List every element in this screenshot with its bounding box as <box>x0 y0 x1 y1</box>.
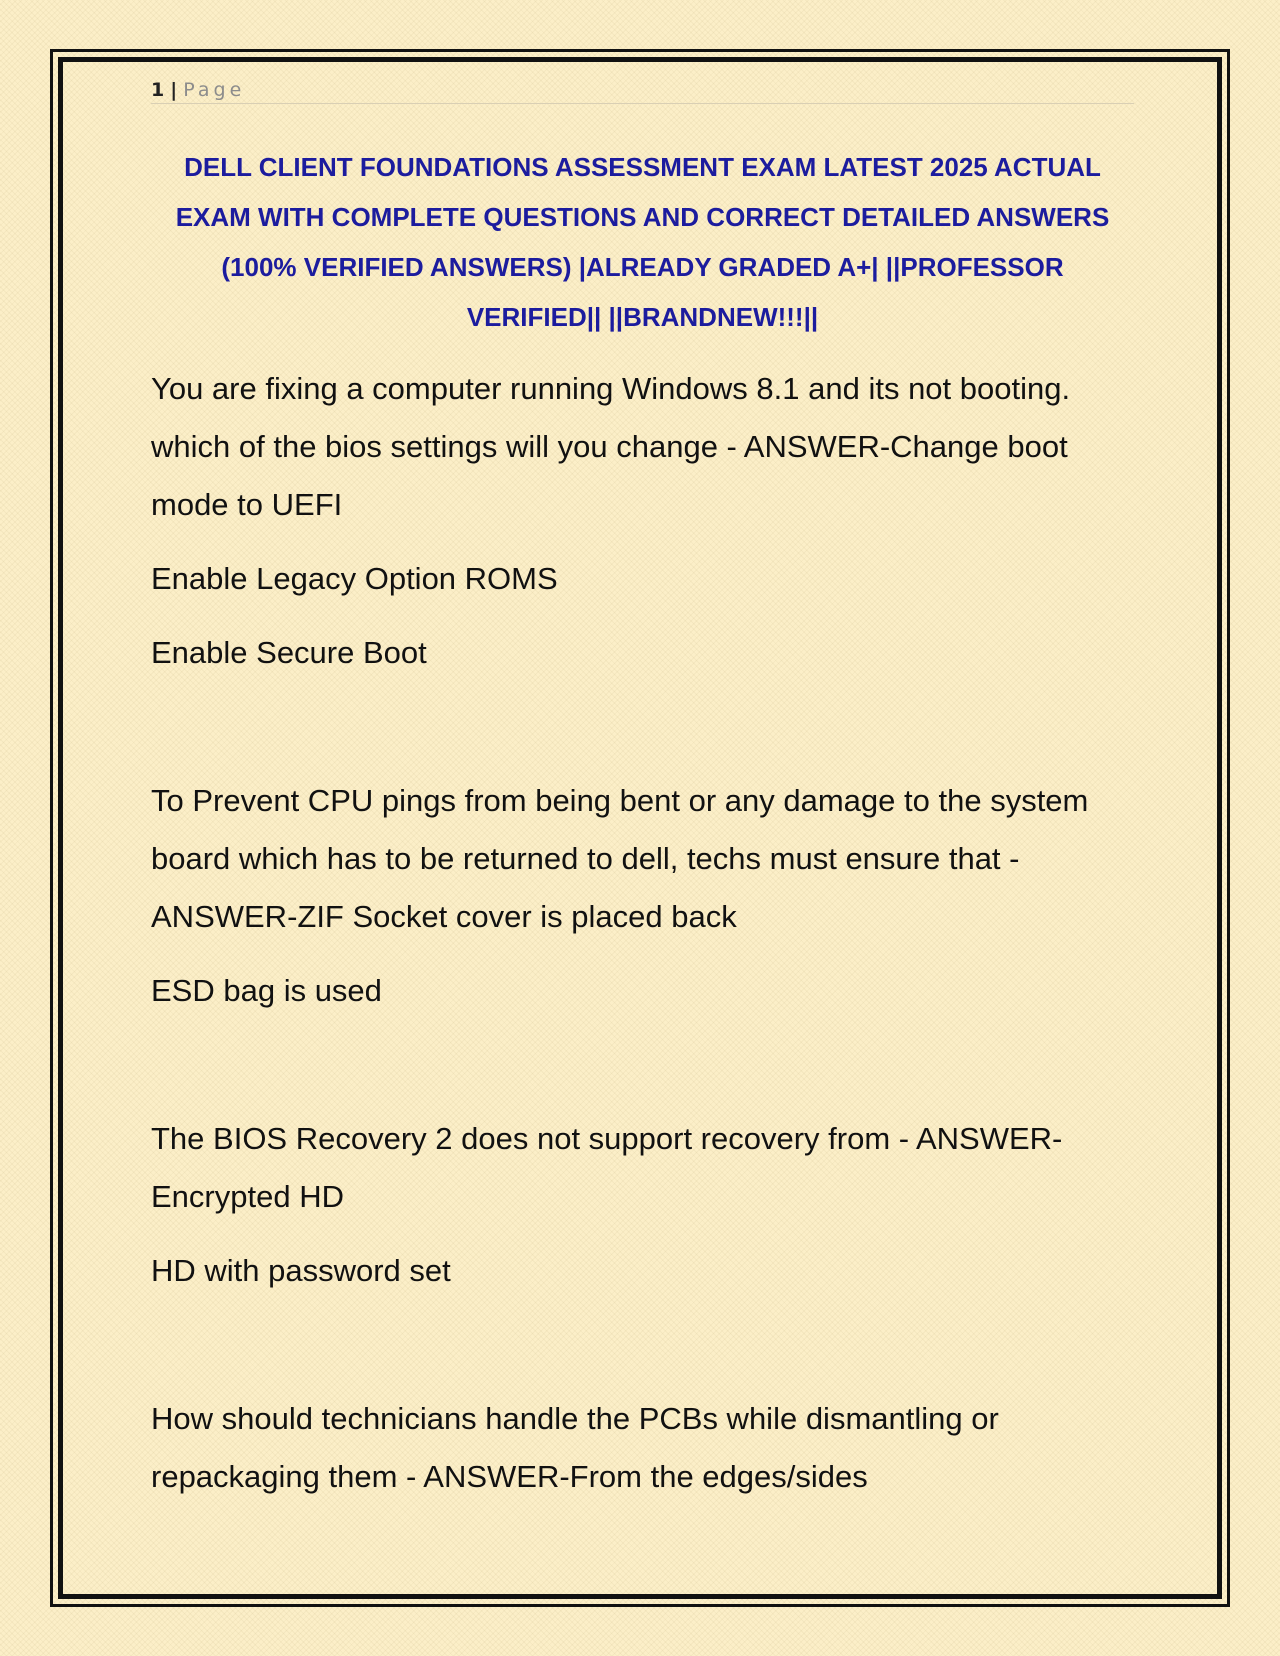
page-label: Page <box>183 79 246 101</box>
question-1-option-1: Enable Legacy Option ROMS <box>151 561 558 596</box>
question-3-option-1: HD with password set <box>151 1253 451 1288</box>
document-title: DELL CLIENT FOUNDATIONS ASSESSMENT EXAM LATEST 2025 ACTUAL EXAM WITH COMPLETE QUESTIONS AND CORRECT DETAILED ANSWERS (100% VERIFIED ANSWERS) |ALREADY GRADED A+| ||PROFESSOR VERIFIED|| ||BRANDNEW!!!|| <box>175 152 1110 332</box>
question-2: To Prevent CPU pings from being bent or any damage to the system board which has to be returned to dell, techs must ensure that - ANSWER-ZIF Socket cover is placed back <box>151 783 1089 934</box>
page-header <box>151 76 1134 104</box>
page-separator: | <box>170 79 178 101</box>
question-4: How should technicians handle the PCBs while dismantling or repackaging them - ANSWER-From the edges/sides <box>151 1401 999 1494</box>
question-3: The BIOS Recovery 2 does not support recovery from - ANSWER-Encrypted HD <box>151 1121 1063 1214</box>
question-1: You are fixing a computer running Windows 8.1 and its not booting. which of the bios settings will you change - ANSWER-Change boot mode to UEFI <box>151 371 1071 522</box>
page-number: 1 <box>151 79 165 101</box>
question-2-option-1: ESD bag is used <box>151 973 382 1008</box>
spacer <box>151 682 1134 772</box>
spacer <box>151 1300 1134 1390</box>
spacer <box>151 1020 1134 1110</box>
question-list <box>151 360 1134 1506</box>
question-1-option-2: Enable Secure Boot <box>151 635 427 670</box>
